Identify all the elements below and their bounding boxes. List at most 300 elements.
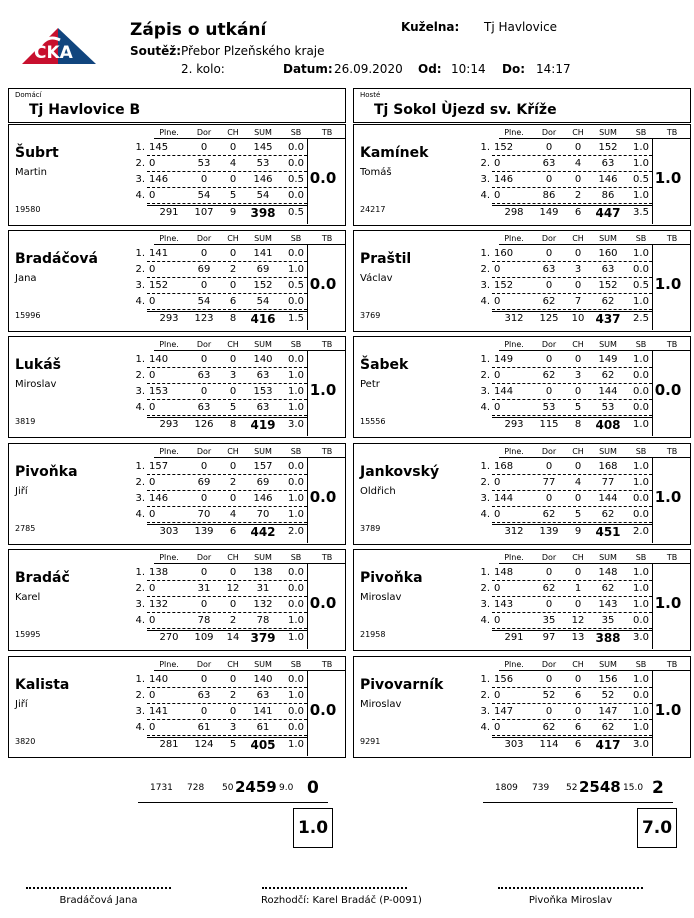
throw-cell: 0 [545,280,553,291]
throw-cell: 143 [598,599,618,610]
row-rule [492,474,652,475]
col-header: Dor [541,447,557,456]
col-header: SUM [254,128,272,137]
row-rule [147,309,307,310]
col-header: TB [321,660,333,669]
throw-cell: 0 [545,386,553,397]
col-header: SUM [254,234,272,243]
player-registration: 3820 [15,737,36,746]
throw-cell: 62 [601,370,615,381]
away-sum-line [483,802,673,803]
throw-cell: 0 [149,264,156,275]
col-header: SUM [254,553,272,562]
total-rule [492,417,652,418]
throw-cell: 0 [200,174,208,185]
throw-cell: 1.0 [633,142,649,153]
player-total-cell: 405 [250,738,276,752]
col-header: CH [572,660,584,669]
row-number: 1. [480,461,490,472]
player-total-cell: 2.0 [288,526,304,537]
throw-cell: 0 [574,248,582,259]
throw-cell: 152 [253,280,273,291]
home-sum-plne: 1731 [150,783,173,793]
throw-cell: 77 [601,477,615,488]
player-total-cell: 124 [194,739,214,750]
throw-cell: 69 [197,264,211,275]
player-total-cell: 419 [250,418,276,432]
row-rule [492,309,652,310]
player-surname: Kamínek [360,145,429,161]
player-surname: Lukáš [15,357,61,373]
throw-cell: 1.0 [633,583,649,594]
throw-cell: 0.0 [288,583,304,594]
throw-cell: 0 [200,354,208,365]
row-rule [147,367,307,368]
throw-cell: 0 [574,354,582,365]
throw-cell: 1.0 [288,509,304,520]
col-header: SB [635,447,647,456]
row-rule [492,719,652,720]
col-header: Dor [196,234,212,243]
col-header: SB [290,660,302,669]
throw-cell: 35 [542,615,556,626]
player-total-cell: 303 [504,739,524,750]
row-rule [492,261,652,262]
throw-cell: 62 [601,509,615,520]
header-rule [499,350,690,351]
throw-cell: 145 [149,142,169,153]
player-firstname: Petr [360,379,380,390]
col-header: SB [290,128,302,137]
col-header: SUM [254,660,272,669]
header-rule [499,457,690,458]
col-header: SB [635,660,647,669]
header-rule [154,138,345,139]
throw-cell: 0 [574,674,582,685]
throw-cell: 0 [200,567,208,578]
throw-cell: 1 [574,583,582,594]
throw-cell: 144 [598,386,618,397]
col-header: CH [227,128,239,137]
throw-cell: 0 [229,461,237,472]
row-rule [147,277,307,278]
throw-cell: 0.5 [288,280,304,291]
throw-cell: 146 [149,493,169,504]
row-rule [147,203,307,204]
player-total-cell: 408 [595,418,621,432]
throw-cell: 0 [229,706,237,717]
row-rule [492,687,652,688]
player-firstname: Miroslav [15,379,57,390]
col-header: SB [290,553,302,562]
row-number: 2. [135,583,145,594]
header-rule [499,670,690,671]
round-label: 2. kolo: [181,62,225,76]
player-total-cell: 291 [504,632,524,643]
player-firstname: Jana [15,273,37,284]
throw-cell: 149 [598,354,618,365]
player-total-cell: 107 [194,207,214,218]
venue-value: Tj Havlovice [484,20,558,34]
player-total-cell: 115 [539,419,559,430]
player-registration: 19580 [15,205,41,214]
row-rule [147,415,307,416]
throw-cell: 0 [574,599,582,610]
throw-cell: 0.0 [288,599,304,610]
throw-cell: 1.0 [288,402,304,413]
player-firstname: Martin [15,167,47,178]
throw-cell: 62 [601,722,615,733]
throw-cell: 0 [574,493,582,504]
total-rule [492,311,652,312]
throw-cell: 63 [256,370,270,381]
home-player-card [8,230,346,332]
throw-cell: 0 [574,174,582,185]
col-header: SUM [599,660,617,669]
throw-cell: 0 [229,674,237,685]
row-number: 3. [480,493,490,504]
soutez-label: Soutěž: [130,44,182,58]
player-registration: 24217 [360,205,386,214]
throw-cell: 141 [253,706,273,717]
throw-cell: 140 [253,354,273,365]
cka-logo [18,20,100,72]
throw-cell: 153 [149,386,169,397]
throw-cell: 152 [494,280,514,291]
throw-cell: 0 [494,477,501,488]
player-total-cell: 139 [194,526,214,537]
throw-cell: 53 [601,402,615,413]
throw-cell: 62 [542,583,556,594]
start-value: 10:14 [451,62,486,76]
row-rule [147,490,307,491]
player-total-cell: 6 [574,207,582,218]
col-header: Plne. [159,447,179,456]
throw-cell: 3 [229,722,237,733]
col-header: CH [572,340,584,349]
player-total-cell: 312 [504,526,524,537]
throw-cell: 0 [494,402,501,413]
home-role-label: Domácí [15,91,42,99]
throw-cell: 54 [197,296,211,307]
throw-cell: 70 [256,509,270,520]
row-number: 2. [480,690,490,701]
throw-cell: 2 [229,264,237,275]
col-header: TB [666,234,678,243]
total-rule [147,205,307,206]
row-rule [492,735,652,736]
throw-cell: 6 [229,296,237,307]
throw-cell: 160 [494,248,514,259]
home-sum-tb: 0 [307,778,319,798]
player-total-cell: 437 [595,312,621,326]
player-total-cell: 388 [595,631,621,645]
throw-cell: 152 [598,142,618,153]
away-role-label: Hosté [360,91,381,99]
throw-cell: 0 [229,493,237,504]
row-rule [147,187,307,188]
throw-cell: 0 [494,722,501,733]
player-total-cell: 14 [226,632,240,643]
player-firstname: Miroslav [360,699,402,710]
player-registration: 21958 [360,630,386,639]
row-number: 2. [135,477,145,488]
player-total-cell: 2.0 [633,526,649,537]
throw-cell: 12 [571,615,585,626]
throw-cell: 1.0 [633,477,649,488]
throw-cell: 1.0 [633,706,649,717]
throw-cell: 63 [256,402,270,413]
row-number: 4. [135,722,145,733]
row-rule [147,612,307,613]
throw-cell: 53 [197,158,211,169]
throw-cell: 0 [229,142,237,153]
row-number: 3. [135,493,145,504]
col-header: Dor [541,660,557,669]
row-rule [147,719,307,720]
player-total-cell: 1.0 [288,632,304,643]
col-header: Dor [541,234,557,243]
player-total-cell: 8 [229,313,237,324]
col-header: Dor [196,447,212,456]
throw-cell: 78 [256,615,270,626]
throw-cell: 0 [149,296,156,307]
throw-cell: 63 [256,690,270,701]
row-rule [147,293,307,294]
player-surname: Bradáčová [15,251,98,267]
player-firstname: Václav [360,273,393,284]
throw-cell: 0 [574,142,582,153]
col-header: Dor [541,340,557,349]
player-surname: Praštil [360,251,412,267]
row-number: 4. [135,509,145,520]
player-total-cell: 2.5 [633,313,649,324]
col-header: Plne. [159,128,179,137]
total-rule [147,737,307,738]
total-rule [147,417,307,418]
row-number: 4. [135,190,145,201]
home-player-card [8,443,346,545]
throw-cell: 0.0 [633,509,649,520]
home-sum-ch: 50 [222,783,234,793]
player-firstname: Jiří [15,699,28,710]
home-sum-line [138,802,328,803]
throw-cell: 0 [229,386,237,397]
throw-cell: 1.0 [288,264,304,275]
throw-cell: 62 [601,296,615,307]
col-header: CH [227,553,239,562]
col-header: TB [666,660,678,669]
player-total-cell: 8 [574,419,582,430]
col-header: SUM [599,447,617,456]
throw-cell: 0 [149,690,156,701]
throw-cell: 0 [494,158,501,169]
player-total-cell: 291 [159,207,179,218]
player-surname: Kalista [15,677,70,693]
col-header: TB [666,553,678,562]
player-surname: Šabek [360,357,409,373]
player-total-cell: 3.0 [633,739,649,750]
total-rule [492,737,652,738]
row-rule [492,612,652,613]
throw-cell: 147 [494,706,514,717]
throw-cell: 0.0 [288,190,304,201]
player-total-cell: 303 [159,526,179,537]
row-number: 2. [480,477,490,488]
row-rule [492,628,652,629]
col-header: Plne. [159,553,179,562]
throw-cell: 144 [598,493,618,504]
throw-cell: 160 [598,248,618,259]
throw-cell: 5 [574,509,582,520]
throw-cell: 1.0 [633,296,649,307]
throw-cell: 0 [229,248,237,259]
throw-cell: 5 [229,402,237,413]
throw-cell: 63 [197,402,211,413]
throw-cell: 0.0 [633,615,649,626]
soutez-value: Přebor Plzeňského kraje [181,44,325,58]
player-tb: 0.0 [654,381,682,399]
throw-cell: 6 [574,722,582,733]
away-sum-tb: 2 [652,778,664,798]
throw-cell: 61 [256,722,270,733]
row-rule [147,383,307,384]
away-player-card [353,336,691,438]
col-header: Plne. [159,660,179,669]
throw-cell: 63 [601,158,615,169]
col-header: CH [572,234,584,243]
throw-cell: 4 [229,509,237,520]
throw-cell: 0 [574,386,582,397]
home-sum-total: 2459 [235,778,277,796]
player-total-cell: 1.0 [633,419,649,430]
throw-cell: 0.5 [633,280,649,291]
player-total-cell: 10 [571,313,585,324]
col-header: TB [666,447,678,456]
throw-cell: 0 [229,280,237,291]
throw-cell: 138 [149,567,169,578]
header-rule [499,138,690,139]
row-rule [147,522,307,523]
col-header: CH [572,128,584,137]
throw-cell: 0 [200,706,208,717]
total-rule [147,524,307,525]
col-header: TB [666,340,678,349]
away-player-card [353,443,691,545]
throw-cell: 53 [256,158,270,169]
player-total-cell: 270 [159,632,179,643]
player-total-cell: 139 [539,526,559,537]
referee-signature-name: Rozhodčí: Karel Bradáč (P-0091) [261,895,422,906]
away-sum-dor: 739 [532,783,550,793]
throw-cell: 0 [494,370,501,381]
row-rule [492,203,652,204]
player-tb: 0.0 [309,275,337,293]
row-rule [492,580,652,581]
throw-cell: 35 [601,615,615,626]
player-firstname: Miroslav [360,592,402,603]
throw-cell: 168 [598,461,618,472]
throw-cell: 0 [494,509,501,520]
row-number: 1. [480,354,490,365]
player-registration: 15556 [360,417,386,426]
throw-cell: 0 [574,567,582,578]
throw-cell: 0 [545,599,553,610]
throw-cell: 143 [494,599,514,610]
throw-cell: 4 [574,158,582,169]
col-header: SB [290,447,302,456]
away-sum-ch: 52 [566,783,578,793]
throw-cell: 0 [545,674,553,685]
row-number: 4. [480,190,490,201]
home-sum-dor: 728 [187,783,205,793]
col-header: CH [227,447,239,456]
throw-cell: 0 [494,615,501,626]
player-registration: 3789 [360,524,381,533]
throw-cell: 5 [229,190,237,201]
throw-cell: 0.0 [288,477,304,488]
throw-cell: 148 [494,567,514,578]
throw-cell: 157 [253,461,273,472]
throw-cell: 52 [601,690,615,701]
throw-cell: 0.0 [633,690,649,701]
col-header: TB [321,128,333,137]
throw-cell: 156 [494,674,514,685]
player-surname: Pivovarník [360,677,444,693]
row-rule [492,383,652,384]
row-number: 3. [480,174,490,185]
throw-cell: 0 [545,567,553,578]
home-final-score: 1.0 [293,808,333,848]
throw-cell: 0.0 [633,493,649,504]
home-team-box [8,88,346,123]
away-sum-sb: 15.0 [623,783,644,793]
throw-cell: 0 [494,583,501,594]
throw-cell: 149 [494,354,514,365]
col-header: SUM [599,128,617,137]
row-number: 1. [135,674,145,685]
throw-cell: 52 [542,690,556,701]
player-tb: 1.0 [654,169,682,187]
col-header: SUM [599,553,617,562]
player-firstname: Tomáš [360,167,392,178]
throw-cell: 141 [253,248,273,259]
player-surname: Bradáč [15,570,70,586]
away-signature-line [498,887,643,889]
throw-cell: 86 [542,190,556,201]
row-rule [492,399,652,400]
throw-cell: 63 [197,370,211,381]
throw-cell: 1.0 [633,674,649,685]
throw-cell: 152 [598,280,618,291]
row-number: 1. [480,142,490,153]
throw-cell: 69 [256,477,270,488]
row-number: 1. [135,142,145,153]
throw-cell: 0.0 [288,142,304,153]
player-firstname: Jiří [15,486,28,497]
throw-cell: 168 [494,461,514,472]
home-team-name: Tj Havlovice B [29,102,141,118]
throw-cell: 0 [149,615,156,626]
throw-cell: 86 [601,190,615,201]
away-signature-name: Pivoňka Miroslav [528,895,613,906]
player-total-cell: 8 [229,419,237,430]
throw-cell: 77 [542,477,556,488]
player-surname: Pivoňka [15,464,78,480]
away-player-card [353,230,691,332]
player-total-cell: 298 [504,207,524,218]
row-rule [147,474,307,475]
